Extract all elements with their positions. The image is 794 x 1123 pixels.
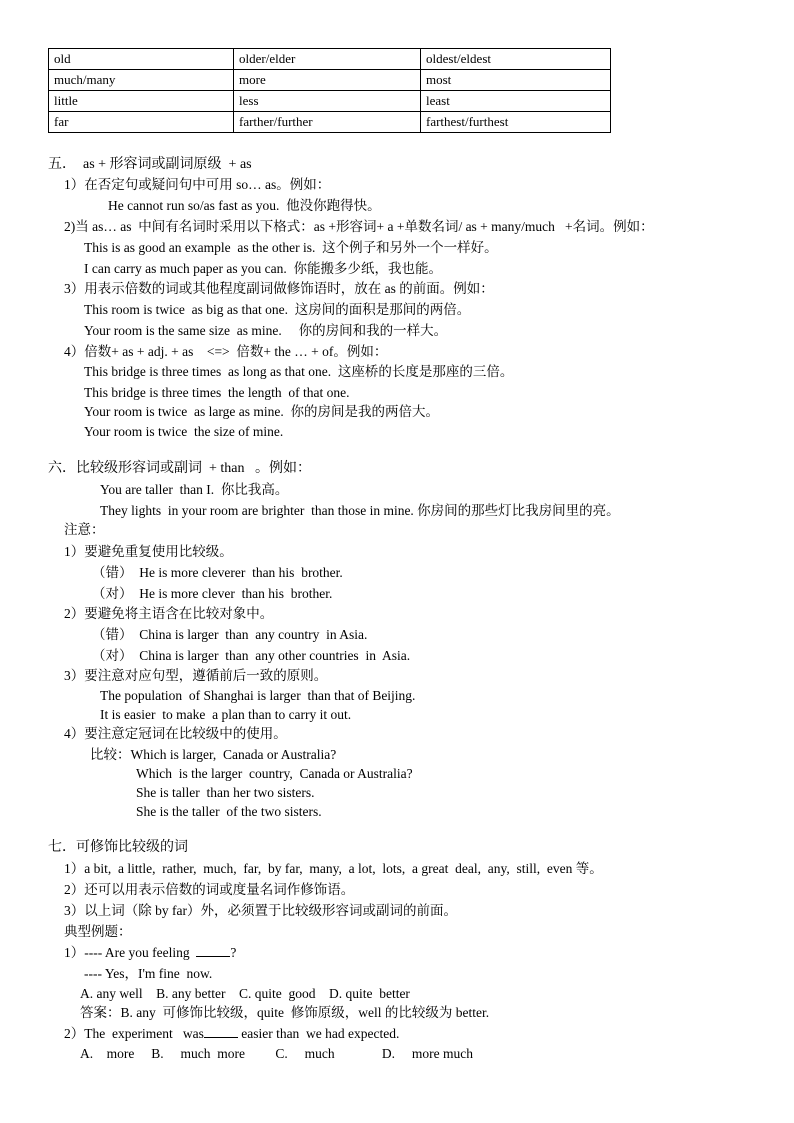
s7-question-2 bbox=[64, 1024, 399, 1043]
table-cell: farthest/furthest bbox=[421, 112, 611, 133]
section-6-title: 六．比较级形容词或副词 + than 。例如： bbox=[48, 461, 311, 476]
s5-point-4: 4）倍数+ as + adj. + as <=> 倍数+ the … + of。例如： bbox=[64, 344, 388, 359]
s5-point-4-example-3: Your room is twice as large as mine. 你的房间是我的两倍大。 bbox=[84, 404, 439, 419]
s5-point-1: 1）在否定句或疑问句中可用 so… as。例如： bbox=[64, 177, 331, 192]
s6-note-2-right: （对） China is larger than any other countries in Asia. bbox=[92, 648, 411, 663]
s6-note-3: 3）要注意对应句型，遵循前后一致的原则。 bbox=[64, 668, 328, 683]
table-cell: more bbox=[234, 70, 421, 91]
s5-point-1-example: He cannot run so/as fast as you. 他没你跑得快。 bbox=[108, 198, 381, 213]
s5-point-4-example-1: This bridge is three times as long as that one. 这座桥的长度是那座的三倍。 bbox=[84, 364, 514, 379]
table-cell: less bbox=[234, 91, 421, 112]
table-row bbox=[49, 91, 611, 112]
s6-note-4-example-2: Which is the larger country, Canada or Australia? bbox=[136, 766, 413, 781]
table-cell: most bbox=[421, 70, 611, 91]
table-cell: least bbox=[421, 91, 611, 112]
s7-typical-examples-label: 典型例题： bbox=[64, 924, 132, 939]
q1-stem: 1）---- Are you feeling bbox=[64, 945, 190, 960]
s7-question-1-answer: 答案：B. any 可修饰比较级，quite 修饰原级，well 的比较级为 better. bbox=[80, 1005, 490, 1020]
s6-example-2: They lights in your room are brighter than those in mine. 你房间的那些灯比我房间里的亮。 bbox=[100, 503, 620, 518]
s6-note-1: 1）要避免重复使用比较级。 bbox=[64, 544, 233, 559]
table-cell: older/elder bbox=[234, 49, 421, 70]
table-cell: old bbox=[49, 49, 234, 70]
table-row bbox=[49, 49, 611, 70]
s6-note-1-wrong: （错） He is more cleverer than his brother. bbox=[92, 565, 343, 580]
s6-note-3-example-1: The population of Shanghai is larger than that of Beijing. bbox=[100, 688, 416, 703]
s5-point-2: 2)当 as… as 中间有名词时采用以下格式：as +形容词+ a +单数名词/ as + many/much +名词。例如： bbox=[64, 219, 654, 234]
s5-point-4-example-2: This bridge is three times the length of that one. bbox=[84, 385, 350, 400]
s6-note-3-example-2: It is easier to make a plan than to carry it out. bbox=[100, 707, 352, 722]
s7-question-2-options: A. more B. much more C. much D. more much bbox=[80, 1046, 473, 1061]
table-cell: farther/further bbox=[234, 112, 421, 133]
q2-answer-blank bbox=[204, 1025, 238, 1038]
comparison-table bbox=[48, 48, 611, 133]
s6-note-4-example-3: She is taller than her two sisters. bbox=[136, 785, 315, 800]
s5-point-2-example-1: This is as good an example as the other is. 这个例子和另外一个一样好。 bbox=[84, 240, 498, 255]
section-5-title: 五． as + 形容词或副词原级 + as bbox=[48, 157, 252, 172]
q2-stem: 2）The experiment was bbox=[64, 1026, 204, 1041]
s5-point-3-example-1: This room is twice as big as that one. 这房间的面积是那间的两倍。 bbox=[84, 302, 471, 317]
s7-question-1 bbox=[64, 943, 236, 962]
q2-stem-end: easier than we had expected. bbox=[237, 1026, 400, 1041]
s6-note-2: 2）要避免将主语含在比较对象中。 bbox=[64, 606, 274, 621]
s7-point-1: 1）a bit, a little, rather, much, far, by far, many, a lot, lots, a great deal, any, still, even 等。 bbox=[64, 861, 603, 876]
s6-note-4: 4）要注意定冠词在比较级中的使用。 bbox=[64, 726, 287, 741]
s6-note-2-wrong: （错） China is larger than any country in Asia. bbox=[92, 627, 368, 642]
table-cell: oldest/eldest bbox=[421, 49, 611, 70]
s7-question-1-reply: ---- Yes，I'm fine now. bbox=[84, 966, 213, 981]
s7-point-3: 3）以上词（除 by far）外，必须置于比较级形容词或副词的前面。 bbox=[64, 903, 457, 918]
section-7-title: 七．可修饰比较级的词 bbox=[48, 840, 188, 855]
q1-stem-end: ? bbox=[230, 945, 237, 960]
s5-point-4-example-4: Your room is twice the size of mine. bbox=[84, 424, 284, 439]
table-row bbox=[49, 112, 611, 133]
s6-example-1: You are taller than I. 你比我高。 bbox=[100, 482, 289, 497]
s5-point-2-example-2: I can carry as much paper as you can. 你能搬多少纸，我也能。 bbox=[84, 261, 443, 276]
s6-note-4-example-4: She is the taller of the two sisters. bbox=[136, 804, 322, 819]
table-cell: far bbox=[49, 112, 234, 133]
q1-answer-blank bbox=[196, 944, 230, 957]
s6-note-label: 注意： bbox=[64, 522, 105, 537]
s7-question-1-options: A. any well B. any better C. quite good D. quite better bbox=[80, 986, 410, 1001]
table-row bbox=[49, 70, 611, 91]
table-cell: little bbox=[49, 91, 234, 112]
s6-note-1-right: （对） He is more clever than his brother. bbox=[92, 586, 333, 601]
table-cell: much/many bbox=[49, 70, 234, 91]
s6-note-4-example-1: 比较：Which is larger, Canada or Australia? bbox=[90, 747, 337, 762]
s5-point-3-example-2: Your room is the same size as mine. 你的房间和我的一样大。 bbox=[84, 323, 448, 338]
s7-point-2: 2）还可以用表示倍数的词或度量名词作修饰语。 bbox=[64, 882, 355, 897]
s5-point-3: 3）用表示倍数的词或其他程度副词做修饰语时，放在 as 的前面。例如： bbox=[64, 281, 494, 296]
